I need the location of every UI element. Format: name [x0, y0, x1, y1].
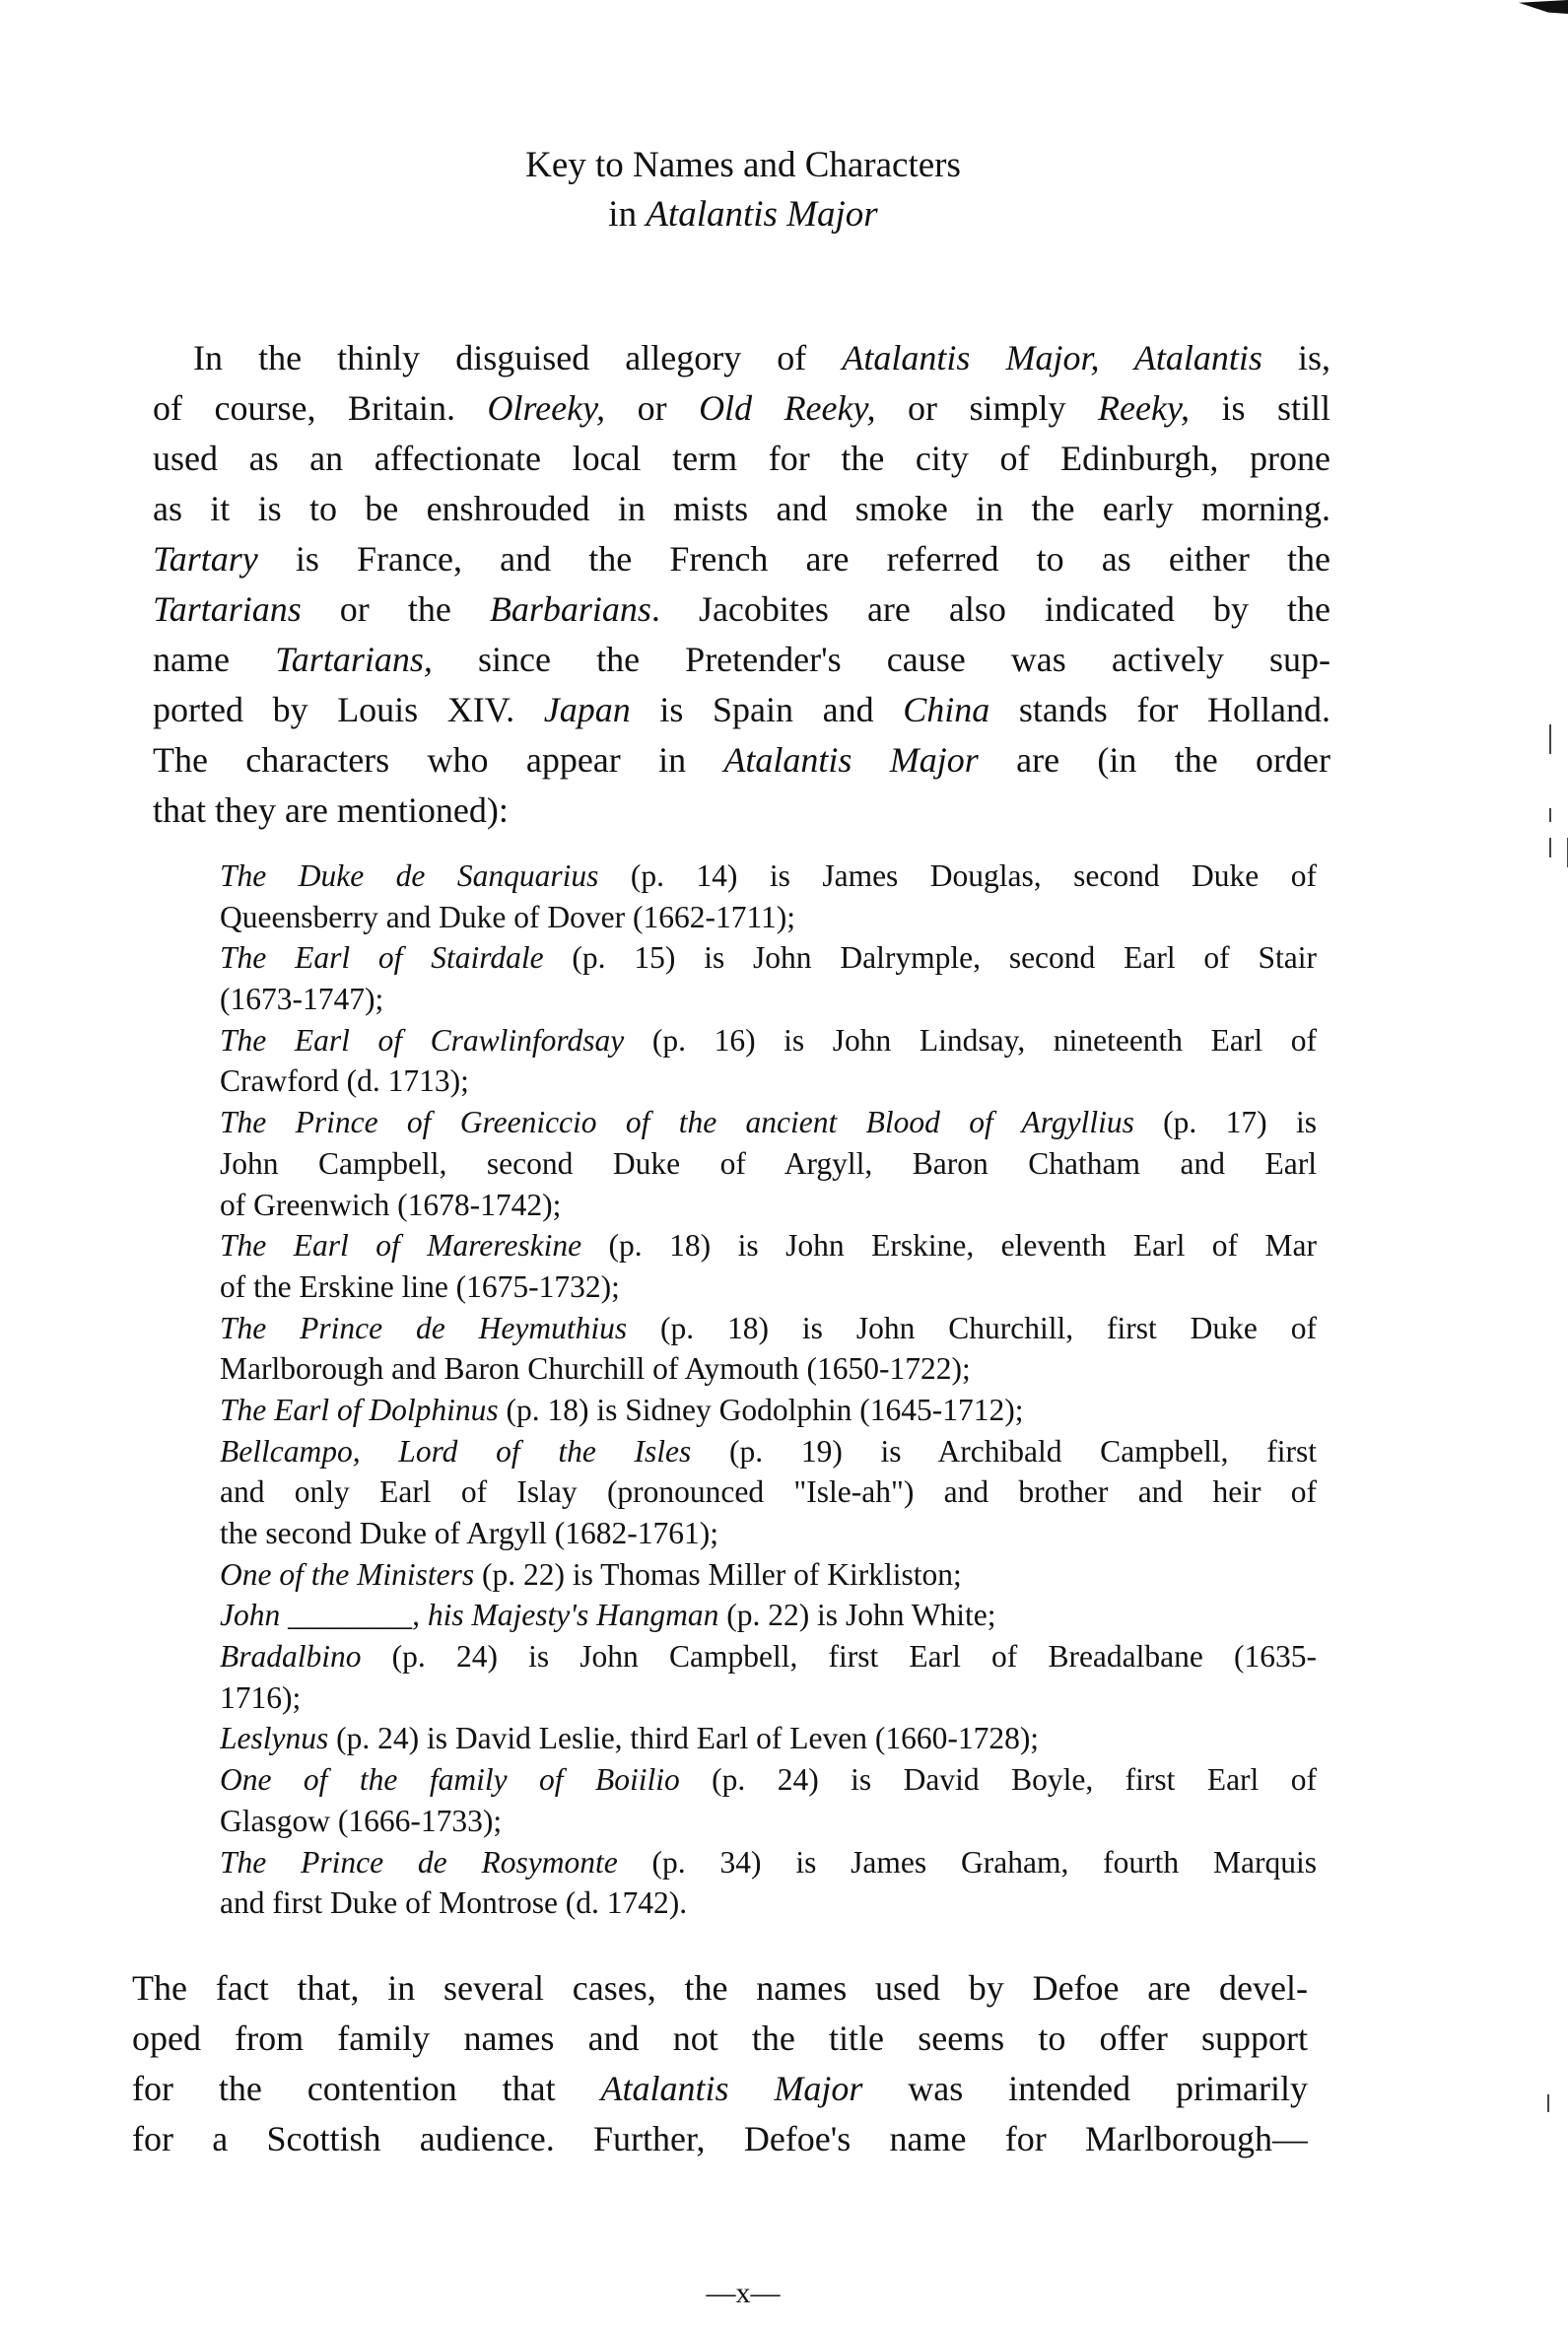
list-item [220, 1020, 1317, 1102]
text-line [132, 2114, 1308, 2164]
text-run: The characters who appear in [153, 740, 724, 780]
text-line [220, 1143, 1317, 1185]
list-item [220, 1759, 1317, 1841]
list-item [220, 1554, 1317, 1596]
italic-text: Leslynus [220, 1721, 329, 1756]
text-run: is still [1189, 388, 1330, 428]
text-run: and only Earl of Islay (pronounced "Isle-ah") and brother and heir of [220, 1474, 1317, 1510]
text-run: of Greenwich (1678-1742); [220, 1187, 562, 1222]
text-run: (p. 18) is Sidney Godolphin (1645-1712); [498, 1392, 1024, 1427]
text-line [153, 484, 1330, 534]
text-run: name [153, 640, 276, 679]
text-run: that they are mentioned): [153, 790, 509, 830]
italic-text: Barbarians [489, 589, 651, 629]
text-line [220, 1266, 1317, 1308]
text-line [220, 1225, 1317, 1266]
text-run: and first Duke of Montrose (d. 1742). [220, 1885, 688, 1921]
text-run: (p. 16) is John Lindsay, nineteenth Earl of [624, 1022, 1317, 1058]
closing-paragraph [132, 1963, 1308, 2164]
list-item [220, 1636, 1317, 1718]
text-run: John Campbell, second Duke of Argyll, Baron Chatham and Earl [220, 1145, 1317, 1181]
list-item [220, 1595, 1317, 1636]
text-run: Queensberry and Duke of Dover (1662-1711); [220, 899, 796, 934]
text-run: used as an affectionate local term for the city of Edinburgh, prone [153, 439, 1330, 478]
text-run: was intended primarily [862, 2069, 1308, 2108]
italic-text: The Earl of Stairdale [220, 940, 544, 976]
text-run: (p. 18) is John Erskine, eleventh Earl of Mar [581, 1228, 1317, 1264]
italic-text: John ________, his Majesty's Hangman [220, 1598, 719, 1633]
text-line [220, 1513, 1317, 1554]
text-run: (p. 19) is Archibald Campbell, first [691, 1433, 1317, 1469]
text-run: of course, Britain. [153, 388, 488, 428]
text-line [153, 534, 1330, 584]
text-run: or [605, 388, 700, 428]
text-run: is France, and the French are referred to as either the [257, 539, 1330, 579]
text-line [220, 897, 1317, 938]
text-run: (p. 17) is [1133, 1105, 1317, 1140]
text-run: Crawford (d. 1713); [220, 1063, 469, 1099]
text-line [132, 2014, 1308, 2064]
italic-text: The Earl of Crawlinfordsay [220, 1022, 625, 1058]
list-item [220, 937, 1317, 1019]
italic-text: Bradalbino [220, 1639, 362, 1675]
text-line [153, 434, 1330, 484]
text-run: is Spain and [630, 690, 904, 729]
list-item [220, 855, 1317, 937]
text-run: since the Pretender's cause was actively sup- [432, 640, 1330, 679]
list-item [220, 1225, 1317, 1307]
text-line [220, 1636, 1317, 1677]
title-line-2 [0, 190, 1486, 239]
text-run: 1716); [220, 1679, 302, 1715]
text-run: (p. 34) is James Graham, fourth Marquis [617, 1844, 1317, 1880]
text-run: (p. 14) is James Douglas, second Duke of [598, 858, 1317, 893]
text-line [132, 1963, 1308, 2014]
text-line [220, 1842, 1317, 1883]
margin-mark [1549, 808, 1551, 822]
text-run: as it is to be enshrouded in mists and smoke in the early morning. [153, 489, 1330, 528]
italic-text: Atalantis Major [723, 740, 979, 780]
text-line [220, 979, 1317, 1020]
text-line [220, 937, 1317, 979]
list-item [220, 1718, 1317, 1759]
text-line [220, 1677, 1317, 1719]
text-line [220, 1060, 1317, 1102]
text-run: is, [1261, 338, 1330, 377]
text-line [220, 1554, 1317, 1596]
italic-text: The Duke de Sanquarius [220, 858, 599, 893]
text-run: (p. 24) is David Leslie, third Earl of Leven (1660-1728); [328, 1721, 1040, 1756]
text-line [153, 383, 1330, 434]
text-line [220, 1431, 1317, 1472]
text-line [220, 1185, 1317, 1226]
text-line [132, 2064, 1308, 2114]
margin-mark [1549, 838, 1551, 857]
italic-text: The Earl of Marereskine [220, 1228, 582, 1264]
text-run: Marlborough and Baron Churchill of Aymouth (1650-1722); [220, 1351, 971, 1387]
text-run: for the contention that [132, 2069, 601, 2108]
text-run: ported by Louis XIV. [153, 690, 544, 729]
italic-text: One of the Ministers [220, 1556, 475, 1592]
italic-text: Atalantis Major, Atalantis [842, 338, 1262, 377]
text-line [153, 735, 1330, 786]
text-line [220, 1595, 1317, 1636]
list-item [220, 1842, 1317, 1924]
text-line [220, 1020, 1317, 1061]
margin-mark [1547, 2094, 1549, 2112]
text-line [220, 1348, 1317, 1390]
title-prefix: in [608, 194, 647, 235]
list-item [220, 1102, 1317, 1225]
text-run: . Jacobites are also indicated by the [650, 589, 1330, 629]
text-line [153, 333, 1330, 383]
text-run: are (in the order [978, 740, 1330, 780]
text-run: (p. 22) is Thomas Miller of Kirkliston; [474, 1556, 962, 1592]
text-run: Glasgow (1666-1733); [220, 1803, 503, 1838]
list-item [220, 1390, 1317, 1431]
text-line [220, 1308, 1317, 1349]
italic-text: Tartarians [153, 589, 302, 629]
margin-mark [1549, 724, 1551, 754]
text-run: The fact that, in several cases, the names used by Defoe are devel- [132, 1968, 1308, 2008]
text-run: of the Erskine line (1675-1732); [220, 1268, 620, 1304]
text-line [220, 1102, 1317, 1143]
italic-text: Olreeky, [487, 388, 606, 428]
italic-text: The Prince of Greeniccio of the ancient Blood of Argyllius [220, 1105, 1134, 1140]
text-run: or the [301, 589, 490, 629]
italic-text: Reeky, [1098, 388, 1190, 428]
text-run: for a Scottish audience. Further, Defoe's name for Marlborough— [132, 2119, 1308, 2158]
text-run: (p. 24) is David Boyle, first Earl of [679, 1762, 1317, 1798]
text-run: or simply [875, 388, 1099, 428]
text-line [220, 1882, 1317, 1924]
text-line [153, 635, 1330, 685]
text-run: oped from family names and not the title seems to offer support [132, 2018, 1308, 2058]
italic-text: The Prince de Rosymonte [220, 1844, 618, 1880]
text-run: (p. 18) is John Churchill, first Duke of [627, 1310, 1317, 1345]
text-line [153, 685, 1330, 735]
page-number: —x— [706, 2277, 781, 2309]
italic-text: Japan [543, 690, 631, 729]
italic-text: Tartarians, [275, 640, 433, 679]
intro-paragraph [153, 333, 1330, 836]
text-line [220, 1718, 1317, 1759]
title-line-1: Key to Names and Characters [525, 145, 961, 185]
text-run: (p. 24) is John Campbell, first Earl of Breadalbane (1635- [361, 1639, 1317, 1675]
scan-edge-mark [1519, 0, 1568, 14]
text-line [153, 584, 1330, 635]
text-run: (1673-1747); [220, 982, 384, 1017]
italic-text: Old Reeky, [699, 388, 876, 428]
character-key-list [220, 855, 1317, 1924]
italic-text: Tartary [153, 539, 258, 579]
italic-text: One of the family of Boiilio [220, 1762, 680, 1798]
list-item [220, 1308, 1317, 1390]
text-line [220, 855, 1317, 897]
italic-text: China [903, 690, 990, 729]
italic-text: Bellcampo, Lord of the Isles [220, 1433, 692, 1469]
text-line [153, 786, 1330, 836]
list-item [220, 1431, 1317, 1554]
title-work-name: Atalantis Major [646, 194, 878, 235]
text-run: stands for Holland. [989, 690, 1330, 729]
text-run: the second Duke of Argyll (1682-1761); [220, 1516, 718, 1550]
text-run: (p. 22) is John White; [718, 1598, 996, 1633]
text-run: In the thinly disguised allegory of [193, 338, 843, 377]
italic-text: The Earl of Dolphinus [220, 1392, 499, 1427]
page-title [0, 141, 1486, 239]
text-line [220, 1759, 1317, 1801]
italic-text: The Prince de Heymuthius [220, 1310, 628, 1345]
text-run: (p. 15) is John Dalrymple, second Earl of Stair [543, 940, 1317, 976]
text-line [220, 1471, 1317, 1513]
text-line [220, 1801, 1317, 1842]
italic-text: Atalantis Major [600, 2069, 863, 2108]
text-line [220, 1390, 1317, 1431]
